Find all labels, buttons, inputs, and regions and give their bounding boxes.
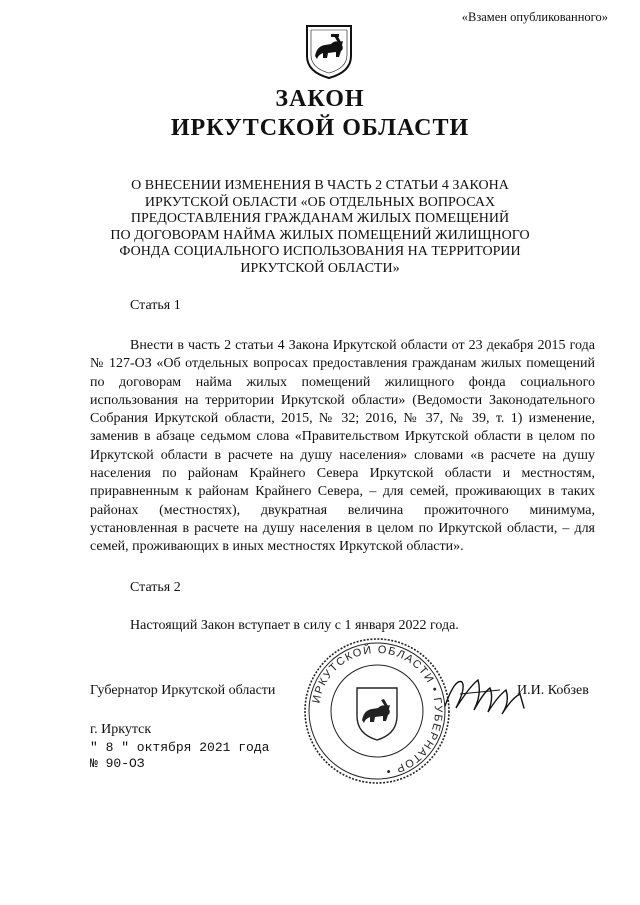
article-2-label: Статья 2 [130,580,181,595]
city: г. Иркутск [90,722,152,737]
subtitle-line: ФОНДА СОЦИАЛЬНОГО ИСПОЛЬЗОВАНИЯ НА ТЕРРИТОРИИ [119,244,521,259]
subtitle-line: ИРКУТСКОЙ ОБЛАСТИ «ОБ ОТДЕЛЬНЫХ ВОПРОСАХ [144,194,496,210]
article-1-text: Внести в часть 2 статьи 4 Закона Иркутской области от 23 декабря 2015 года № 127-ОЗ «Об отдельных вопросах предоставления гражданам жилых помещений по договорам найма жилых помещений жилищного фонда социального использования на территории Иркутской области» (Ведомости Законодательного Собрания Иркутской области, 2015, № 32; 2016, № 37, № 39, т. 1) изменение, заменив в абзаце седьмом слова «Правительством Иркутской области в целом по Иркутской области в расчете на душу населения» словами «в расчете на душу населения по районам Крайнего Севера Иркутской области и местностям, приравненным к районам Крайнего Севера, – для семей, проживающих в таких районах (местностях), двукратная величина прожиточного минимума, установленная в расчете на душу населения в целом по Иркутской области, – для семей, проживающих в иных местностях Иркутской области». [90,338,595,555]
law-number: № 90-ОЗ [90,756,145,771]
governor-seal-icon [302,636,452,786]
subtitle-line: ПО ДОГОВОРАМ НАЙМА ЖИЛЫХ ПОМЕЩЕНИЙ ЖИЛИЩНОГО [110,227,530,243]
signatory-position: Губернатор Иркутской области [90,683,276,698]
law-title-line2: ИРКУТСКОЙ ОБЛАСТИ [170,115,470,141]
law-date-number [90,740,269,772]
law-title-line1: ЗАКОН [275,86,365,112]
subtitle-line: ИРКУТСКОЙ ОБЛАСТИ» [240,260,400,276]
republished-note: «Взамен опубликованного» [461,10,608,24]
article-2-text: Настоящий Закон вступает в силу с 1 января 2022 года. [130,618,459,633]
law-subtitle [60,178,580,277]
signatory-name: И.И. Кобзев [517,683,589,698]
subtitle-line: О ВНЕСЕНИИ ИЗМЕНЕНИЯ В ЧАСТЬ 2 СТАТЬИ 4 ЗАКОНА [131,178,509,193]
law-date: " 8 " октября 2021 года [90,740,270,755]
subtitle-line: ПРЕДОСТАВЛЕНИЯ ГРАЖДАНАМ ЖИЛЫХ ПОМЕЩЕНИЙ [130,211,510,226]
coat-of-arms-icon [301,22,357,80]
article-1-label: Статья 1 [130,298,181,313]
svg-text:ИРКУТСКОЙ ОБЛАСТИ • ГУБЕРНАТОР: ИРКУТСКОЙ ОБЛАСТИ • ГУБЕРНАТОР • [310,643,445,778]
